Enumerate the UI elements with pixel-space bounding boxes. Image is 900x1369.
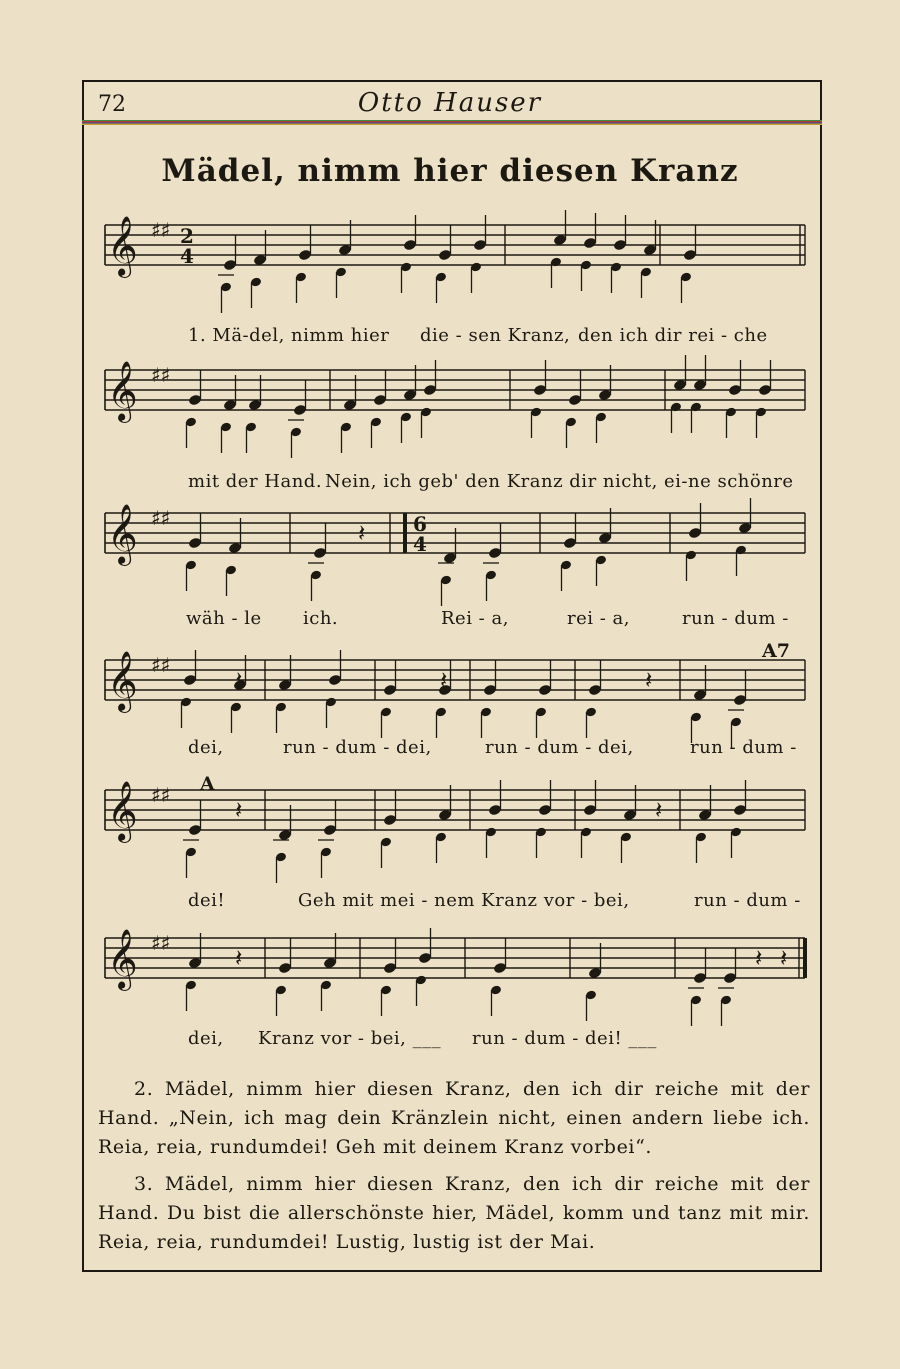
lyric-5b: Geh mit mei - nem Kranz vor - bei, (298, 890, 630, 911)
lyric-4c: run - dum - dei, (485, 737, 634, 758)
time-signature: 2 (180, 224, 194, 248)
lyric-3a: wäh - le (186, 608, 262, 629)
chord-symbol: A (200, 773, 215, 795)
key-signature-sharp: ♯♯ (151, 218, 171, 242)
lyric-3b: ich. (303, 608, 339, 629)
lyric-4b: run - dum - dei, (283, 737, 432, 758)
quarter-rest: 𝄽 (358, 519, 366, 547)
lyric-3c: Rei - a, (441, 608, 509, 629)
time-signature: 4 (180, 244, 194, 268)
lyric-1c: den ich dir rei - che (578, 325, 768, 346)
staff-system-1 (100, 205, 810, 315)
lyric-3d: rei - a, (567, 608, 630, 629)
lyric-6b: Kranz vor - bei, ___ (258, 1028, 442, 1049)
song-title: Mädel, nimm hier diesen Kranz (161, 153, 739, 189)
key-signature-sharp: ♯♯ (151, 931, 171, 955)
chord-symbol: A7 (762, 640, 790, 662)
treble-clef: 𝄞 (107, 216, 138, 276)
quarter-rest: 𝄽 (235, 796, 243, 824)
quarter-rest: 𝄽 (780, 944, 788, 972)
key-signature-sharp: ♯♯ (151, 363, 171, 387)
lyric-2a: mit der Hand. (188, 471, 323, 492)
running-head: Otto Hauser (357, 88, 543, 118)
lyric-4d: run - dum - (690, 737, 797, 758)
quarter-rest: 𝄽 (755, 944, 763, 972)
staff-3 (100, 493, 810, 603)
lyric-5a: dei! (188, 890, 226, 911)
treble-clef: 𝄞 (107, 651, 138, 711)
quarter-rest: 𝄽 (235, 666, 243, 694)
staff-system-2 (100, 350, 810, 460)
key-signature-sharp: ♯♯ (151, 506, 171, 530)
staff-system-3 (100, 493, 810, 603)
lyric-1a: 1. Mä-del, nimm hier (188, 325, 390, 346)
lyric-1b: die - sen Kranz, (420, 325, 571, 346)
verse-3: 3. Mädel, nimm hier diesen Kranz, den ich dir reiche mit der Hand. Du bist die allerschönste hier, Mädel, komm und tanz mit mir. Reia, reia, rundumdei! Lustig, lustig ist der Mai. (98, 1173, 810, 1253)
header-rule (82, 120, 822, 125)
lyric-2c: ei-ne schönre (664, 471, 794, 492)
quarter-rest: 𝄽 (655, 796, 663, 824)
staff-system-4 (100, 640, 810, 750)
verse-2: 2. Mädel, nimm hier diesen Kranz, den ich dir reiche mit der Hand. „Nein, ich mag dein Kränzlein nicht, einen andern liebe ich. Reia, reia, rundumdei! Geh mit deinem Kranz vorbei“. (98, 1078, 810, 1158)
staff-1 (100, 205, 810, 315)
lyric-3e: run - dum - (682, 608, 789, 629)
key-signature-sharp: ♯♯ (151, 653, 171, 677)
treble-clef: 𝄞 (107, 929, 138, 989)
time-signature: 6 (413, 512, 427, 536)
quarter-rest: 𝄽 (235, 944, 243, 972)
lyric-5c: run - dum - (694, 890, 801, 911)
quarter-rest: 𝄽 (645, 666, 653, 694)
lyric-2b: Nein, ich geb' den Kranz dir nicht, (325, 471, 658, 492)
staff-2 (100, 350, 810, 460)
lyric-6a: dei, (188, 1028, 224, 1049)
key-signature-sharp: ♯♯ (151, 783, 171, 807)
treble-clef: 𝄞 (107, 504, 138, 564)
treble-clef: 𝄞 (107, 781, 138, 841)
lyric-6c: run - dum - dei! ___ (472, 1028, 657, 1049)
treble-clef: 𝄞 (107, 361, 138, 421)
staff-4 (100, 640, 810, 750)
quarter-rest: 𝄽 (440, 666, 448, 694)
time-signature: 4 (413, 532, 427, 556)
lyric-4a: dei, (188, 737, 224, 758)
page-number: 72 (98, 92, 126, 117)
